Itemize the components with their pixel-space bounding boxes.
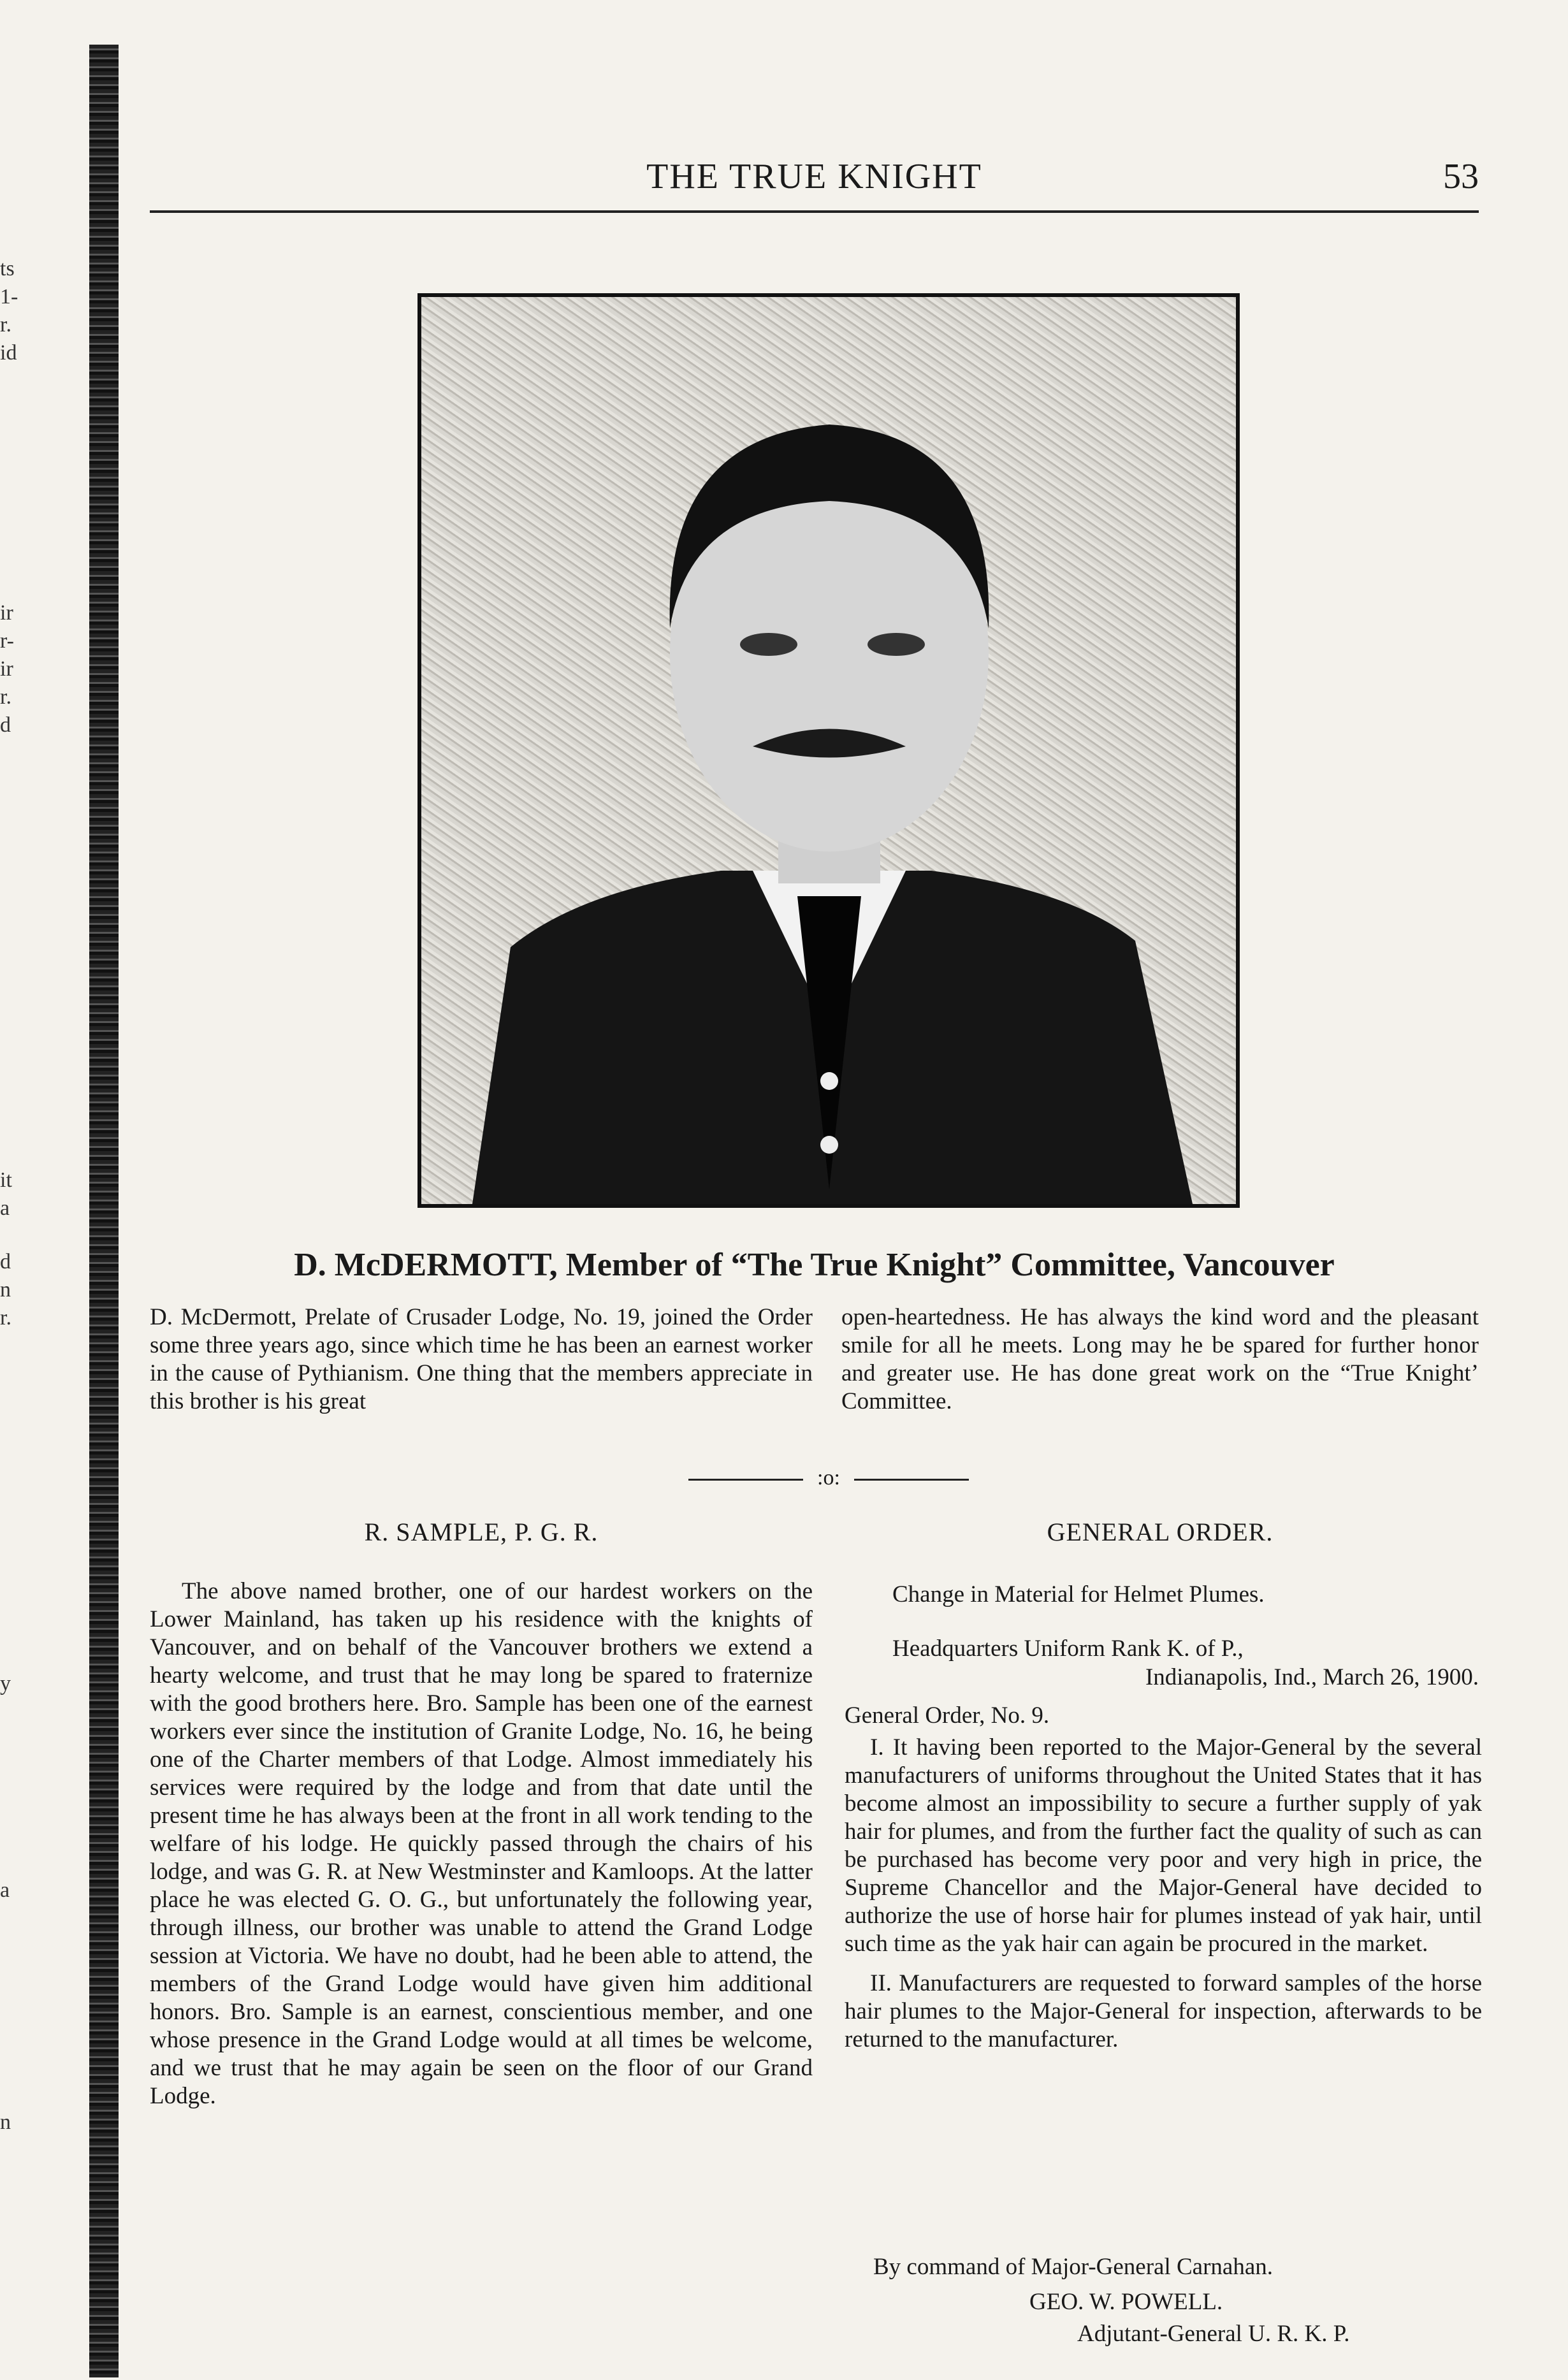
order-place-date: Indianapolis, Ind., March 26, 1900.: [1145, 1664, 1479, 1690]
photo-caption: D. McDERMOTT, Member of “The True Knight” Committee, Vancouver: [294, 1247, 1335, 1283]
section-divider: [688, 1466, 969, 1491]
order-subject: Change in Material for Helmet Plumes.: [892, 1581, 1265, 1607]
margin-fragments-4: [0, 1670, 76, 2137]
margin-fragment: r.: [0, 313, 11, 337]
portrait-figure: [421, 297, 1236, 1204]
mcdermott-paragraph-left: D. McDermott, Prelate of Crusader Lodge, No. 19, joined the Order some three years ago, since which time he has been an earnest worker in the cause of Pythianism. One thing that the members appreciate in this brother is his great: [150, 1304, 813, 1414]
binding-edge: [89, 45, 119, 2377]
margin-fragment: r-: [0, 629, 14, 653]
mcdermott-text-right: [841, 1303, 1479, 1416]
margin-fragment: n: [0, 2110, 11, 2134]
order-headquarters: Headquarters Uniform Rank K. of P.,: [892, 1636, 1244, 1662]
order-signer-title: Adjutant-General U. R. K. P.: [1077, 2321, 1350, 2347]
margin-fragment: r.: [0, 685, 11, 709]
order-command: By command of Major-General Carnahan.: [873, 2254, 1274, 2280]
page-header: [150, 156, 1479, 201]
margin-fragment: ir: [0, 601, 13, 625]
margin-fragment: ir: [0, 657, 13, 681]
sample-article: [150, 1578, 813, 2110]
order-paragraph-1: I. It having been reported to the Major-General by the several manufacturers of uniforms throughout the United States that it has become almost an impossibility to secure a further supply of yak hair for plumes, and from the further fact the quality of such as can be purchased has become very poor and very high in price, the Supreme Chancellor and the Major-General have decided to authorize the use of horse hair for plumes instead of yak hair, until such time as the yak hair can again be procured in the market.: [845, 1734, 1482, 1957]
divider-mark: :o:: [817, 1466, 840, 1490]
margin-fragment: id: [0, 341, 17, 365]
mcdermott-text-left: [150, 1303, 813, 1416]
page-number: 53: [1443, 157, 1479, 196]
portrait-photo-icon: [417, 293, 1240, 1208]
margin-fragment: ts: [0, 257, 15, 280]
sample-heading: R. SAMPLE, P. G. R.: [364, 1518, 599, 1546]
margin-fragment: n: [0, 1278, 11, 1302]
margin-fragment: r.: [0, 1306, 11, 1330]
order-paragraph-2: II. Manufacturers are requested to forward samples of the horse hair plumes to the Major-General for inspection, afterwards to be returned to the manufacturer.: [845, 1970, 1482, 2052]
order-number: General Order, No. 9.: [845, 1702, 1050, 1729]
journal-title: THE TRUE KNIGHT: [646, 157, 982, 196]
order-body: [845, 1734, 1482, 2054]
general-order-heading: GENERAL ORDER.: [1047, 1518, 1274, 1546]
margin-fragment: 1-: [0, 285, 18, 308]
header-rule: [150, 210, 1479, 213]
margin-fragment: a: [0, 1196, 10, 1220]
sample-paragraph: The above named brother, one of our hardest workers on the Lower Mainland, has taken up his residence with the knights of Vancouver, and on behalf of the Vancouver brothers we extend a hearty welcome, and trust that he may long be spared to fraternize with the good brothers here. Bro. Sample has been one of the earnest workers ever since the institution of Granite Lodge, No. 16, he being one of the Charter members of that Lodge. Almost immediately his services were required by the lodge and from that date until the present time he has always been at the front in all work tending to the welfare of his lodge. He quickly passed through the chairs of his lodge, and was G. R. at New Westminster and Kamloops. At the latter place he was elected G. O. G., but unfortunately the following year, through illness, our brother was unable to attend the Grand Lodge session at Victoria. We have no doubt, had he been able to attend, the members of the Grand Lodge would have given him additional honors. Bro. Sample is an earnest, conscientious member, and one whose presence in the Grand Lodge would at all times be welcome, and we trust that he may again be seen on the floor of our Grand Lodge.: [150, 1578, 813, 2109]
mcdermott-paragraph-right: open-heartedness. He has always the kind word and the pleasant smile for all he meets. Long may he be spared for further honor and greater use. He has done great work on the “True Knight’ Committee.: [841, 1304, 1479, 1414]
margin-fragments: [0, 255, 76, 367]
margin-fragments-3: [0, 1166, 76, 1332]
order-signer: GEO. W. POWELL.: [1029, 2289, 1223, 2315]
margin-fragments-2: [0, 599, 76, 739]
margin-fragment: d: [0, 713, 11, 737]
margin-fragment: d: [0, 1250, 11, 1273]
margin-fragment: it: [0, 1168, 12, 1192]
margin-fragment: a: [0, 1878, 10, 1902]
margin-fragment: y: [0, 1672, 11, 1695]
